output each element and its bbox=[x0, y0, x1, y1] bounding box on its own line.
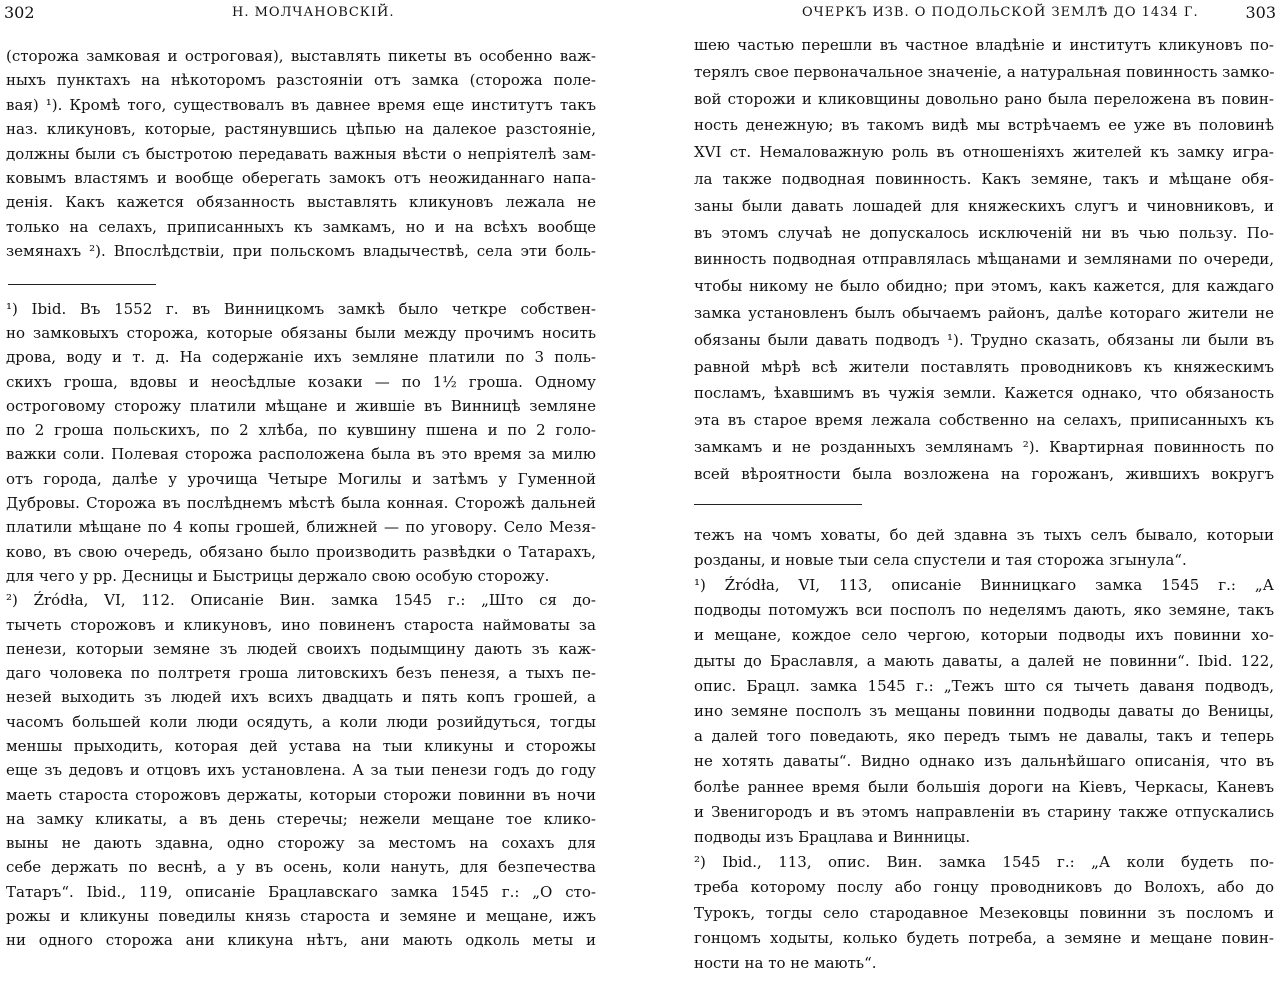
text-line: ныхъ пунктахъ на нѣкоторомъ разстояніи отъ замка (сторожа поле- bbox=[6, 71, 596, 90]
footnote-line: незей выходить зъ людей ихъ всихъ двадцать и пять копъ грошей, а bbox=[6, 688, 596, 707]
footnote-line: подводы потомужъ вси посполъ по неделямъ дають, яко земяне, такъ bbox=[694, 601, 1274, 620]
footnote-line: на замку кликаты, а въ день стеречы; нежели мещане тое клико- bbox=[6, 809, 596, 828]
footnote-line: Татаръ“. Ibid., 119, описаніе Брацлавскаго замка 1545 г.: „О сто- bbox=[6, 882, 596, 901]
footnote-line: еще зъ дедовъ и отцовъ ихъ установлена. А за тыи пенези годъ до году bbox=[6, 761, 596, 780]
text-line: винность подводная отправлялась мѣщанами и землянами по очереди, bbox=[694, 250, 1274, 269]
footnote-line: важки соли. Полевая сторожа расположена была въ это время за милю bbox=[6, 445, 596, 464]
footnote-line: ²) Ibid., 113, опис. Вин. замка 1545 г.: „А коли будеть по- bbox=[694, 853, 1274, 872]
text-line: шею частью перешли въ частное владѣніе и институтъ кликуновъ по- bbox=[694, 36, 1274, 54]
footnote-line: опис. Брацл. замка 1545 г.: „Тежъ што ся тычеть даваня подводъ, bbox=[694, 676, 1274, 695]
footnote-line: платили мѣщане по 4 копы грошей, ближней — по уговору. Село Мезя- bbox=[6, 518, 596, 537]
text-line: только на селахъ, приписанныхъ къ замкамъ, но и на всѣхъ вообще bbox=[6, 217, 596, 236]
text-line: посламъ, ѣхавшимъ въ чужія земли. Кажется однако, что обязаность bbox=[694, 384, 1274, 403]
footnote-line: ¹) Źródła, VI, 113, описаніе Винницкаго замка 1545 г.: „А bbox=[694, 575, 1274, 594]
left-footnotes bbox=[0, 285, 600, 953]
left-page bbox=[0, 0, 600, 988]
footnote-line: часомъ большей коли люди осядуть, а коли люди розийдуться, тогды bbox=[6, 712, 596, 731]
footnote-line: выны не дають здавна, одно сторожу за местомъ на сохахъ для bbox=[6, 834, 596, 853]
text-line: всей вѣроятности была возложена на горожанъ, жившихъ вокругъ bbox=[694, 464, 1274, 483]
footnote-line: ино земяне посполъ зъ мещаны повинни подводы даваты до Веницы, bbox=[694, 701, 1274, 720]
right-page-number: 303 bbox=[1245, 3, 1276, 22]
text-line: терялъ свое первоначальное значеніе, а натуральная повинность замко- bbox=[694, 62, 1274, 81]
footnote-line: розданы, и новые тыи села спустели и тая сторожа згынула“. bbox=[694, 550, 1187, 569]
right-page bbox=[690, 0, 1280, 988]
footnote-line: меншы прыходить, которая дей устава на тыи кликуны и сторожы bbox=[6, 737, 596, 755]
right-footnotes bbox=[690, 505, 1280, 977]
footnote-line: маеть староста сторожовъ держаты, которыи сторожи повинни въ ночи bbox=[6, 785, 596, 804]
left-page-header bbox=[0, 0, 600, 26]
right-running-head: ОЧЕРКЪ ИЗВ. О ПОДОЛЬСКОЙ ЗЕМЛѢ ДО 1434 Г. bbox=[802, 5, 1199, 20]
footnote-line: скихъ гроша, вдовы и неосѣдлые козаки — по 1½ гроша. Одному bbox=[6, 372, 596, 391]
text-line: замка установленъ былъ обычаемъ районъ, далѣе котораго жители не bbox=[694, 303, 1274, 322]
footnote-line: ²) Źródła, VI, 112. Описаніе Вин. замка 1545 г.: „Што ся до- bbox=[6, 591, 596, 610]
footnote-line: рожы и кликуны поведилы князь староста и земяне и мещане, ижъ bbox=[6, 907, 596, 926]
footnote-line: пенези, которыи земяне зъ людей своихъ подымщину дають зъ каж- bbox=[6, 639, 596, 658]
footnote-line: Турокъ, тогды село стародавное Мезековцы повинни зъ посломъ и bbox=[694, 903, 1274, 922]
right-main-text bbox=[690, 26, 1280, 488]
footnote-line: даго чоловека по полтретя гроша литовскихъ безъ пенезя, а тыхъ пе- bbox=[6, 664, 596, 683]
footnote-line: ково, въ свою очередь, обязано было производить развѣдки о Татарахъ, bbox=[6, 542, 596, 561]
text-line: эта въ старое время лежала собственно на селахъ, приписанныхъ къ bbox=[694, 411, 1274, 430]
footnote-line: болѣе раннее время были большія дороги на Кіевъ, Черкасы, Каневъ bbox=[694, 777, 1274, 796]
text-line: денія. Какъ кажется обязанность выставлять кликуновъ лежала не bbox=[6, 193, 596, 212]
text-line: наз. кликуновъ, которые, растянувшись цѣпью на далекое разстояніе, bbox=[6, 120, 596, 139]
footnote-line: и мещане, кождое село чергою, которыи подводы ихъ повинни хо- bbox=[694, 626, 1274, 645]
text-line: замкамъ и не розданныхъ землянамъ ²). Квартирная повинность по bbox=[694, 437, 1274, 456]
text-line: чтобы никому не было обидно; при этомъ, какъ кажется, для каждаго bbox=[694, 277, 1274, 296]
footnote-line: тежъ на чомъ ховаты, бо дей здавна зъ тыхъ селъ бывало, которыи bbox=[694, 525, 1274, 544]
footnote-line: тычеть сторожовъ и кликуновъ, ино повиненъ староста наймоваты за bbox=[6, 615, 596, 634]
footnote-line: подводы изъ Брацлава и Винницы. bbox=[694, 827, 971, 846]
footnote-line: ни одного сторожа ани кликуна нѣтъ, ани мають одколь меты и bbox=[6, 931, 596, 950]
footnote-line: гонцомъ ходыты, колько будеть потреба, а земяне и мещане повин- bbox=[694, 928, 1274, 947]
left-main-text bbox=[0, 26, 600, 264]
footnote-line: по 2 гроша польскихъ, по 2 хлѣба, по кувшину пшена и по 2 голо- bbox=[6, 421, 596, 440]
footnote-line: для чего у рр. Десницы и Быстрицы держало свою особую сторожу. bbox=[6, 566, 550, 585]
text-line: вой сторожи и кликовщины довольно рано была переложена въ повин- bbox=[694, 89, 1274, 108]
text-line: обязаны были давать подводъ ¹). Трудно сказать, обязаны ли были въ bbox=[694, 330, 1274, 349]
footnote-line: Дубровы. Сторожа въ послѣднемъ мѣстѣ была конная. Сторожѣ дальней bbox=[6, 494, 596, 513]
left-page-number: 302 bbox=[4, 3, 35, 22]
text-line: земянахъ ²). Впослѣдствіи, при польскомъ владычествѣ, села эти боль- bbox=[6, 242, 596, 261]
footnote-line: треба которому послу або гонцу проводниковъ до Волохъ, або до bbox=[694, 878, 1274, 897]
footnote-line: но замковыхъ сторожа, которые обязаны были между прочимъ носить bbox=[6, 323, 596, 342]
footnote-line: отъ города, далѣе у урочища Четыре Могилы и затѣмъ у Гуменной bbox=[6, 469, 596, 488]
right-page-header bbox=[690, 0, 1280, 26]
text-line: должны были съ быстротою передавать важныя вѣсти о непріятелѣ зам- bbox=[6, 144, 596, 163]
left-running-head: Н. МОЛЧАНОВСКІЙ. bbox=[232, 5, 395, 20]
footnote-line: дрова, воду и т. д. На содержаніе ихъ земляне платили по 3 поль- bbox=[6, 348, 596, 367]
text-line: ность денежную; въ такомъ видѣ мы встрѣчаемъ ее уже въ половинѣ bbox=[694, 116, 1274, 135]
text-line: ковымъ властямъ и вообще оберегать замокъ отъ неожиданнаго напа- bbox=[6, 169, 596, 188]
text-line: заны были давать лошадей для княжескихъ слугъ и чиновниковъ, и bbox=[694, 196, 1274, 215]
text-line: вая) ¹). Кромѣ того, существовалъ въ давнее время еще институтъ такъ bbox=[6, 95, 596, 114]
text-line: XVI ст. Немаловажную роль въ отношеніяхъ жителей къ замку игра- bbox=[694, 143, 1274, 162]
text-line: ла также подводная повинность. Какъ земяне, такъ и мѣщане обя- bbox=[694, 169, 1274, 188]
footnote-line: и Звенигородъ и въ этомъ направленіи въ старину также отпускались bbox=[694, 802, 1274, 821]
footnote-line: ности на то не мають“. bbox=[694, 954, 877, 972]
text-line: (сторожа замковая и остроговая), выставлять пикеты въ особенно важ- bbox=[6, 47, 596, 65]
footnote-line: остроговому сторожу платили мѣщане и жившіе въ Винницѣ земляне bbox=[6, 396, 596, 415]
footnote-line: не хотять даваты“. Видно однако изъ дальнѣйшаго описанія, что въ bbox=[694, 752, 1274, 771]
text-line: равной мѣрѣ всѣ жители поставлять проводниковъ къ княжескимъ bbox=[694, 357, 1274, 376]
text-line: въ этомъ случаѣ не допускалось исключеній ни въ чью пользу. По- bbox=[694, 223, 1274, 242]
footnote-line: а далей того поведають, яко передъ тымъ не давалы, такъ и теперь bbox=[694, 727, 1274, 746]
footnote-line: ¹) Ibid. Въ 1552 г. въ Винницкомъ замкѣ было четкре собствен- bbox=[6, 299, 596, 318]
footnote-line: дыты до Браславля, а мають даваты, а далей не повинни“. Ibid. 122, bbox=[694, 651, 1274, 670]
footnote-line: себе держать по веснѣ, а у въ осень, коли нануть, для безпечества bbox=[6, 858, 596, 877]
